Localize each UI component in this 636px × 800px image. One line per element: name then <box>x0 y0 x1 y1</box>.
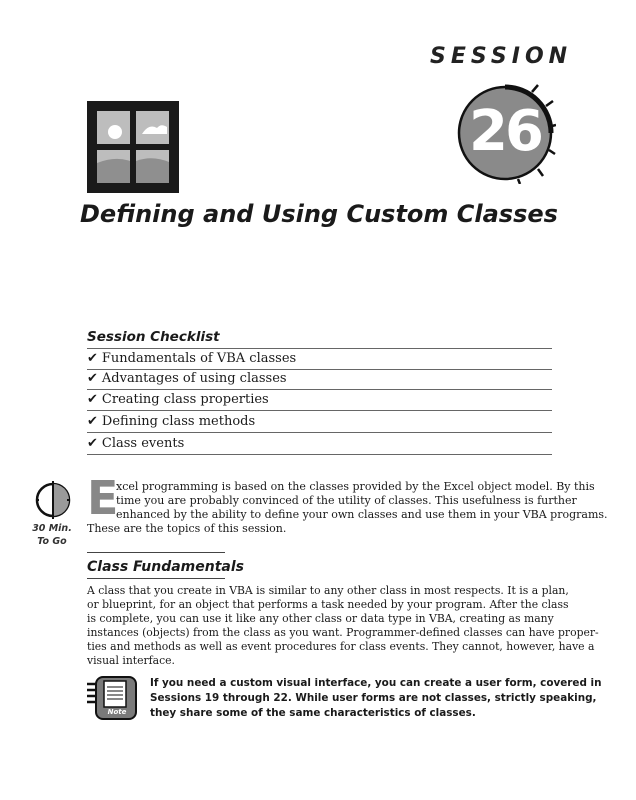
checkmark-icon: ✔ <box>87 436 98 451</box>
note-line: they share some of the same characteristics of classes. <box>150 707 476 719</box>
checklist-item <box>87 414 255 429</box>
time-remaining-caption: To Go <box>37 536 67 547</box>
checklist-item <box>87 351 296 366</box>
checklist-item <box>87 371 287 386</box>
checklist-rule <box>87 369 552 370</box>
intro-line: xcel programming is based on the classes provided by the Excel object model. By this <box>116 480 595 493</box>
note-line: Sessions 19 through 22. While user forms are not classes, strictly speaking, <box>150 692 597 704</box>
checklist-item-label: Creating class properties <box>101 392 269 407</box>
time-remaining-label <box>26 522 78 548</box>
checkmark-icon: ✔ <box>87 414 98 429</box>
body-line: A class that you create in VBA is similar to any other class in most respects. It is a plan, <box>87 584 569 597</box>
checklist-heading: Session Checklist <box>87 329 220 345</box>
time-remaining-minutes: 30 Min. <box>32 523 72 534</box>
checklist-item <box>87 436 184 451</box>
session-number: 26 <box>469 99 541 164</box>
body-line: ties and methods as well as event procedures for class events. They cannot, however, have a <box>87 640 595 653</box>
checklist-item-label: Fundamentals of VBA classes <box>101 351 297 366</box>
checklist-item-label: Advantages of using classes <box>101 371 287 386</box>
page-title: Defining and Using Custom Classes <box>80 200 558 228</box>
checklist-rule <box>87 432 552 433</box>
window-icon <box>87 101 179 193</box>
body-line: is complete, you can use it like any other class or data type in VBA, creating as many <box>87 612 554 625</box>
intro-line: enhanced by the ability to define your own classes and use them in your VBA programs. <box>116 508 608 521</box>
intro-line: time you are probably convinced of the utility of classes. This usefulness is further <box>116 494 577 507</box>
checklist-item-label: Class events <box>101 436 185 451</box>
clock-icon <box>33 480 73 520</box>
session-label: SESSION <box>430 44 573 69</box>
body-line: or blueprint, for an object that performs a task needed by your program. After the class <box>87 598 569 611</box>
checklist-rule <box>87 389 552 390</box>
section-rule <box>87 578 225 579</box>
checkmark-icon: ✔ <box>87 371 98 386</box>
section-heading: Class Fundamentals <box>87 559 245 575</box>
checklist-item <box>87 392 269 407</box>
body-line: instances (objects) from the class as you want. Programmer-defined classes can have proper- <box>87 626 599 639</box>
checklist-rule <box>87 410 552 411</box>
drop-cap: E <box>87 471 119 525</box>
checklist-rule <box>87 348 552 349</box>
body-line: visual interface. <box>87 654 175 667</box>
section-rule <box>87 552 225 553</box>
note-icon-label: Note <box>107 708 127 716</box>
note-line: If you need a custom visual interface, you can create a user form, covered in <box>150 677 602 689</box>
checklist-item-label: Defining class methods <box>101 414 256 429</box>
checkmark-icon: ✔ <box>87 392 98 407</box>
checklist-rule <box>87 454 552 455</box>
checkmark-icon: ✔ <box>87 351 98 366</box>
intro-line: These are the topics of this session. <box>87 522 287 535</box>
